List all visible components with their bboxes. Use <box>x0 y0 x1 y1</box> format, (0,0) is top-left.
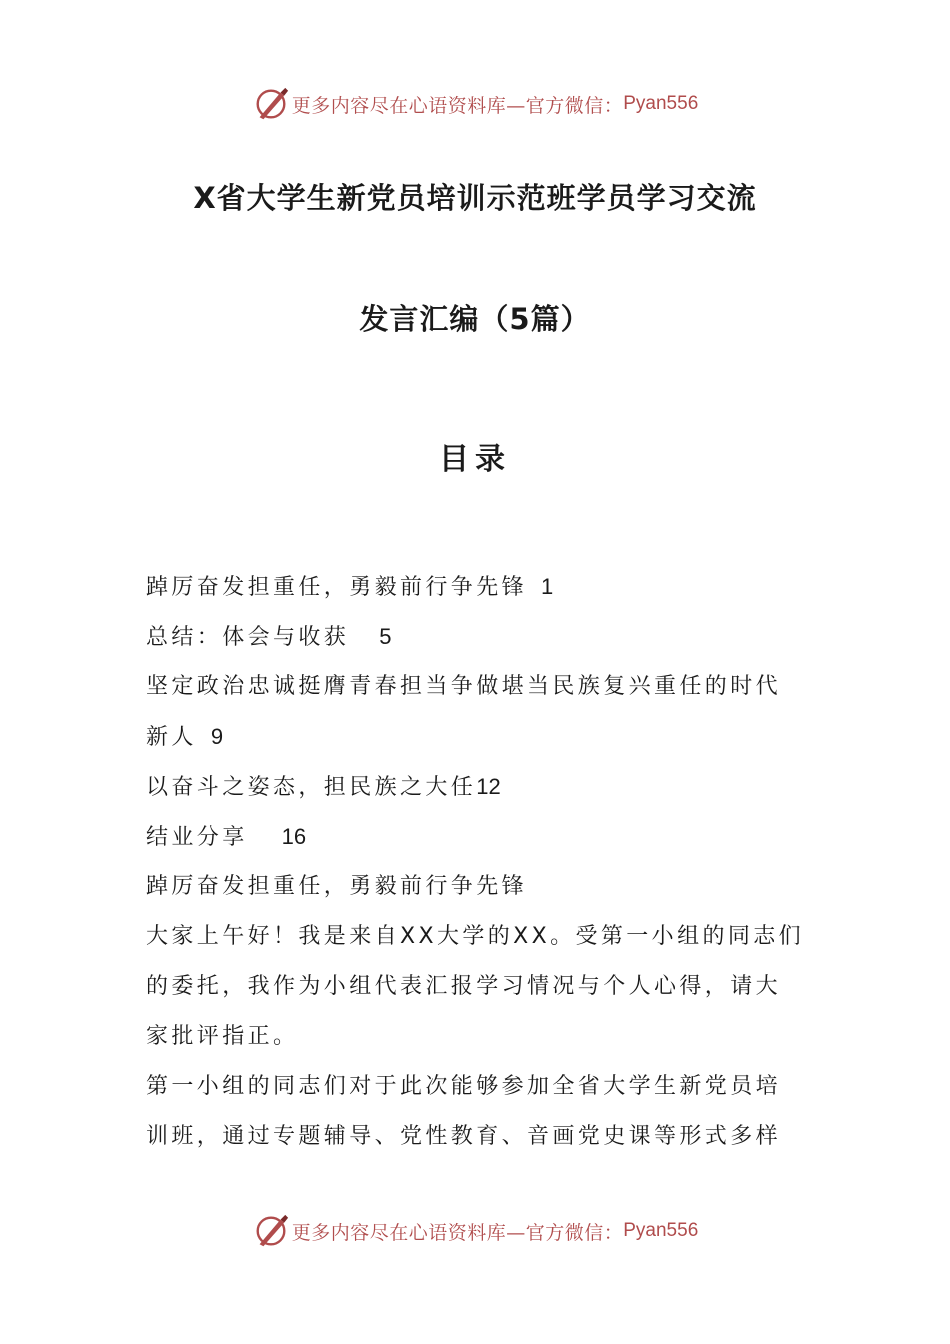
paragraph-line: 第一小组的同志们对于此次能够参加全省大学生新党员培 <box>146 1074 782 1099</box>
watermark-text: 更多内容尽在心语资料库—官方微信： <box>291 94 624 117</box>
header-watermark <box>0 84 950 124</box>
toc-entry-title: 坚定政治忠诚挺膺青春担当争做堪当民族复兴重任的时代 <box>146 674 782 699</box>
document-title-line2: 发言汇编（5篇） <box>359 302 591 336</box>
paragraph-line: 家批评指正。 <box>146 1024 299 1049</box>
toc-entry-title: 总结：体会与收获 <box>146 625 350 650</box>
toc-entry[interactable] <box>146 562 806 612</box>
toc-entry-continued[interactable] <box>146 712 806 762</box>
watermark-id: Pyan556 <box>623 1220 699 1241</box>
watermark-text: 更多内容尽在心语资料库—官方微信： <box>291 1221 624 1244</box>
toc-entry-page: 9 <box>210 724 224 749</box>
toc-entry[interactable] <box>146 812 806 862</box>
paragraph-line: 的委托，我作为小组代表汇报学习情况与个人心得，请大 <box>146 974 782 999</box>
toc-entry-title: 踔厉奋发担重任，勇毅前行争先锋 <box>146 575 528 600</box>
toc-entry[interactable] <box>146 762 806 812</box>
toc-entry-page: 16 <box>281 824 307 849</box>
toc-entry-page: 12 <box>476 774 501 799</box>
document-title-line1: X省大学生新党员培训示范班学员学习交流 <box>193 181 757 215</box>
toc-entry-title: 新人 <box>146 725 197 750</box>
document-content <box>146 562 806 1162</box>
toc-entry-page: 1 <box>541 574 554 599</box>
pen-circle-logo-icon <box>252 1212 290 1250</box>
footer-watermark <box>0 1211 950 1251</box>
toc-entry[interactable] <box>146 662 806 712</box>
paragraph-line: 训班，通过专题辅导、党性教育、音画党史课等形式多样 <box>146 1124 782 1149</box>
paragraph-line: 大家上午好！我是来自XX大学的XX。受第一小组的同志们 <box>146 924 805 949</box>
pen-circle-logo-icon <box>252 85 290 123</box>
toc-entry-page: 5 <box>379 624 392 649</box>
toc-heading: 目录 <box>439 442 511 477</box>
toc-entry[interactable] <box>146 612 806 662</box>
toc-entry-title: 结业分享 <box>146 825 248 850</box>
section-title: 踔厉奋发担重任，勇毅前行争先锋 <box>146 874 528 899</box>
toc-entry-title: 以奋斗之姿态，担民族之大任 <box>146 775 477 800</box>
watermark-id: Pyan556 <box>623 93 699 114</box>
